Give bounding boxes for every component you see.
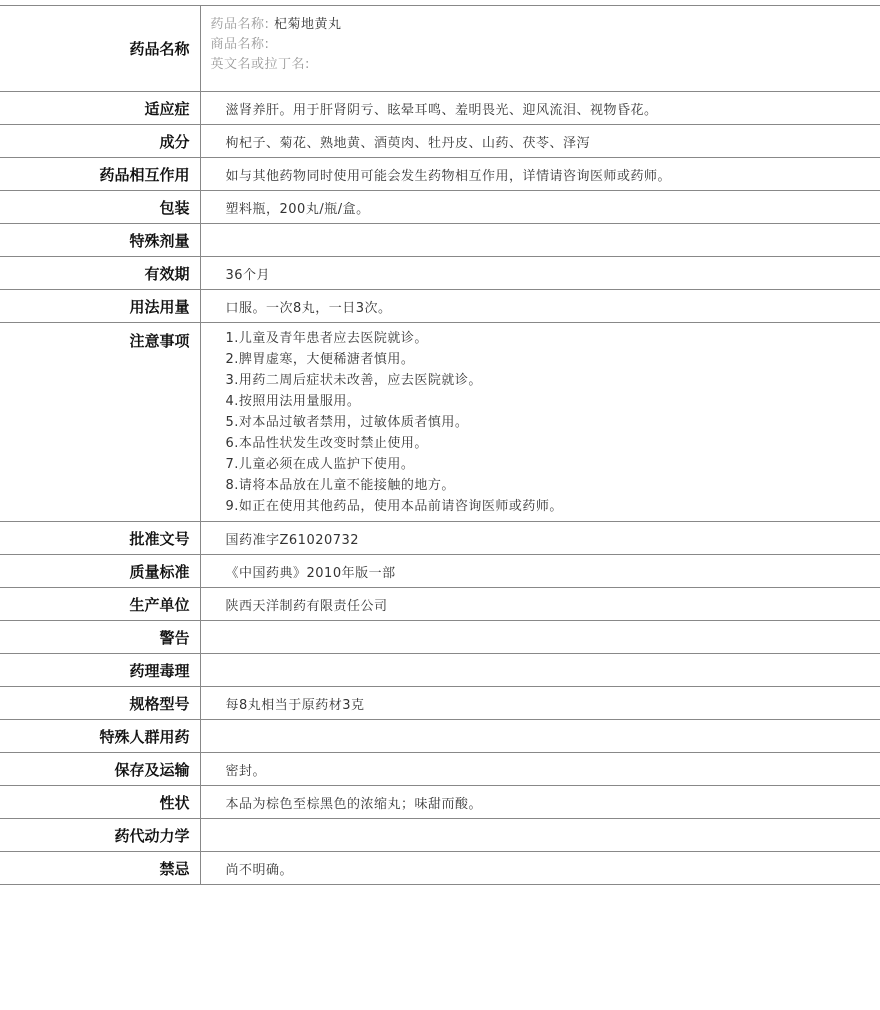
precaution-item: 7.儿童必须在成人监护下使用。 (225, 457, 415, 472)
drug-name-key: 药品名称: (210, 17, 270, 32)
row-label: 特殊剂量 (0, 224, 200, 257)
row-value: 密封。 (200, 753, 880, 786)
row-value: 《中国药典》2010年版一部 (200, 555, 880, 588)
row-value: 口服。一次8丸，一日3次。 (200, 290, 880, 323)
drug-spec-table (0, 5, 880, 885)
row-value: 滋肾养肝。用于肝肾阴亏、眩晕耳鸣、羞明畏光、迎风流泪、视物昏花。 (200, 92, 880, 125)
spec-row (0, 720, 880, 753)
drug-name-value: 杞菊地黄丸 (274, 17, 342, 32)
row-value: 36个月 (200, 257, 880, 290)
row-label: 用法用量 (0, 290, 200, 323)
row-label: 注意事项 (0, 323, 200, 522)
spec-row (0, 687, 880, 720)
row-label: 成分 (0, 125, 200, 158)
row-label: 药代动力学 (0, 819, 200, 852)
row-label: 质量标准 (0, 555, 200, 588)
row-value (200, 819, 880, 852)
precaution-item: 4.按照用法用量服用。 (225, 394, 361, 409)
row-value (200, 621, 880, 654)
spec-row (0, 753, 880, 786)
spec-row (0, 522, 880, 555)
spec-row (0, 92, 880, 125)
row-label: 包装 (0, 191, 200, 224)
row-value (200, 224, 880, 257)
row-value: 本品为棕色至棕黑色的浓缩丸；味甜而酸。 (200, 786, 880, 819)
spec-row (0, 257, 880, 290)
row-value: 塑料瓶，200丸/瓶/盒。 (200, 191, 880, 224)
row-label: 有效期 (0, 257, 200, 290)
spec-row (0, 819, 880, 852)
row-value: 陕西天洋制药有限责任公司 (200, 588, 880, 621)
spec-row (0, 786, 880, 819)
spec-row (0, 852, 880, 885)
row-value (200, 720, 880, 753)
row-value: 枸杞子、菊花、熟地黄、酒萸肉、牡丹皮、山药、茯苓、泽泻 (200, 125, 880, 158)
row-value: 国药准字Z61020732 (200, 522, 880, 555)
row-label: 适应症 (0, 92, 200, 125)
row-value: 如与其他药物同时使用可能会发生药物相互作用，详情请咨询医师或药师。 (200, 158, 880, 191)
precaution-item: 9.如正在使用其他药品，使用本品前请咨询医师或药师。 (225, 499, 563, 514)
spec-row (0, 224, 880, 257)
row-value: 尚不明确。 (200, 852, 880, 885)
precaution-item: 3.用药二周后症状未改善，应去医院就诊。 (225, 373, 482, 388)
precautions-list (200, 323, 880, 522)
row-label: 药品相互作用 (0, 158, 200, 191)
row-value: 每8丸相当于原药材3克 (200, 687, 880, 720)
drug-name-values (200, 6, 880, 92)
spec-row (0, 621, 880, 654)
row-label: 警告 (0, 621, 200, 654)
row-label: 禁忌 (0, 852, 200, 885)
row-label: 性状 (0, 786, 200, 819)
row-label: 批准文号 (0, 522, 200, 555)
spec-row (0, 555, 880, 588)
spec-row (0, 588, 880, 621)
row-label: 规格型号 (0, 687, 200, 720)
row-value (200, 654, 880, 687)
precaution-item: 5.对本品过敏者禁用，过敏体质者慎用。 (225, 415, 469, 430)
row-label: 特殊人群用药 (0, 720, 200, 753)
row-label: 保存及运输 (0, 753, 200, 786)
precaution-item: 6.本品性状发生改变时禁止使用。 (225, 436, 428, 451)
precaution-item: 8.请将本品放在儿童不能接触的地方。 (225, 478, 455, 493)
trade-name-key: 商品名称: (210, 37, 270, 52)
precaution-item: 1.儿童及青年患者应去医院就诊。 (225, 331, 428, 346)
spec-row (0, 654, 880, 687)
row-label: 药品名称 (0, 6, 200, 92)
precautions-row (0, 323, 880, 522)
spec-row (0, 290, 880, 323)
drug-name-row (0, 6, 880, 92)
spec-row (0, 158, 880, 191)
spec-row (0, 125, 880, 158)
row-label: 生产单位 (0, 588, 200, 621)
spec-row (0, 191, 880, 224)
english-name-key: 英文名或拉丁名: (210, 57, 310, 72)
row-label: 药理毒理 (0, 654, 200, 687)
precaution-item: 2.脾胃虚寒，大便稀溏者慎用。 (225, 352, 415, 367)
